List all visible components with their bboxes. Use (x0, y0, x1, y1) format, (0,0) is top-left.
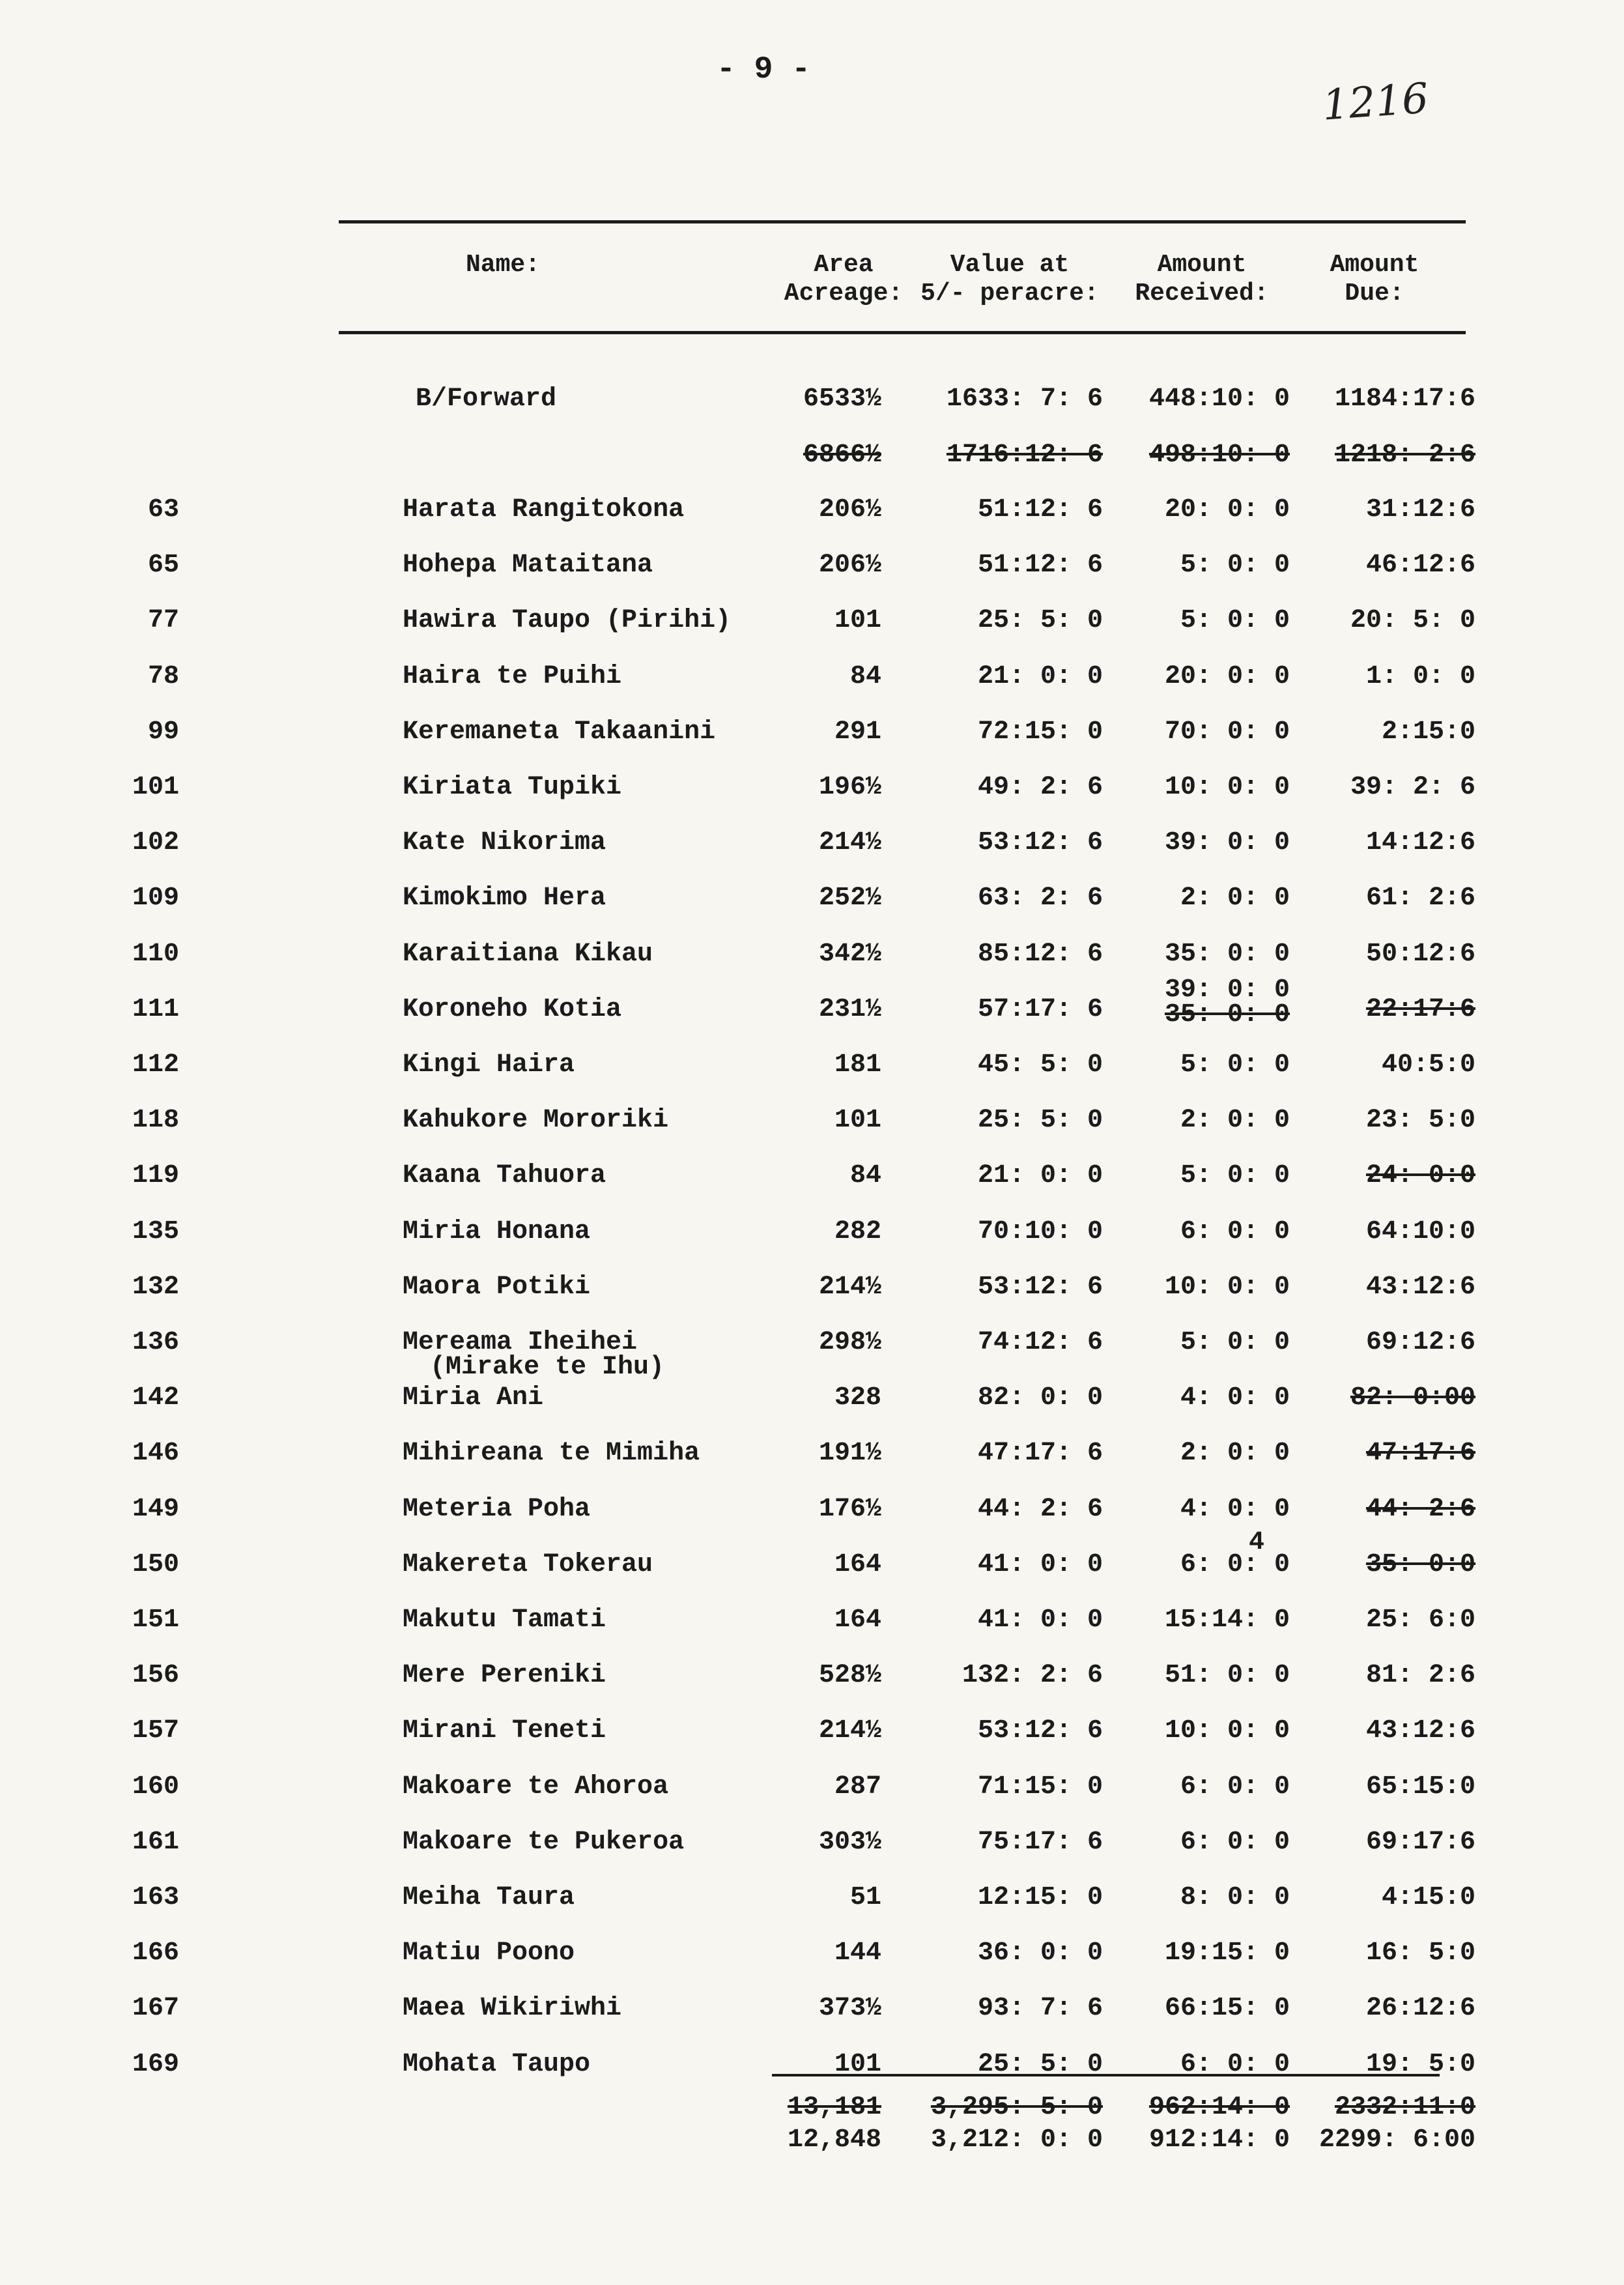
row-due: 65:15:0 (1365, 1772, 1475, 1802)
table-row (0, 495, 1624, 534)
table-row (0, 1495, 1624, 1534)
row-number: 136 (132, 1328, 179, 1357)
row-received: 19:15: 0 (1164, 1938, 1290, 1968)
row-area: 101 (834, 1106, 881, 1135)
table-row (0, 1383, 1624, 1422)
table-row (0, 2050, 1624, 2089)
row-name: Haira te Puihi (403, 662, 622, 691)
row-name: Hawira Taupo (Pirihi) (403, 606, 732, 635)
row-due: 19: 5:0 (1365, 2050, 1475, 2079)
row-area: 84 (849, 662, 881, 691)
row-received: 66:15: 0 (1164, 1994, 1290, 2023)
total-due: 2299: 6:00 (1318, 2125, 1475, 2155)
table-row (0, 1883, 1624, 1922)
row-due: 14:12:6 (1365, 828, 1475, 857)
row-value: 25: 5: 0 (977, 2050, 1103, 2079)
row-area: 287 (834, 1772, 881, 1802)
row-name: Makereta Tokerau (403, 1550, 653, 1579)
struck-received: 498:10: 0 (1148, 440, 1290, 470)
row-number: 166 (132, 1938, 179, 1968)
row-area: 298½ (818, 1328, 881, 1357)
row-due-struck: 22:17:6 (1365, 995, 1475, 1024)
row-due-struck: 47:17:6 (1365, 1439, 1475, 1468)
row-area: 282 (834, 1217, 881, 1246)
row-name: Makoare te Ahoroa (403, 1772, 669, 1802)
row-due-struck: 44: 2:6 (1365, 1495, 1475, 1524)
row-name: Mohata Taupo (403, 2050, 591, 2079)
row-name: Matiu Poono (403, 1938, 575, 1968)
row-number: 118 (132, 1106, 179, 1135)
row-due: 4:15:0 (1381, 1883, 1475, 1912)
row-value: 93: 7: 6 (977, 1994, 1103, 2023)
row-number: 160 (132, 1772, 179, 1802)
row-received: 6: 0: 0 (1180, 1550, 1290, 1579)
row-number: 156 (132, 1661, 179, 1690)
row-due: 23: 5:0 (1365, 1106, 1475, 1135)
total-value: 3,212: 0: 0 (930, 2125, 1103, 2155)
row-area: 176½ (818, 1495, 881, 1524)
header-area: Area Acreage: (784, 251, 904, 308)
struck-total-received: 962:14: 0 (1148, 2093, 1290, 2122)
row-number: 102 (132, 828, 179, 857)
row-due: 2:15:0 (1381, 717, 1475, 747)
row-value: 57:17: 6 (977, 995, 1103, 1024)
row-area: 164 (834, 1605, 881, 1635)
row-name: Kimokimo Hera (403, 884, 606, 913)
struck-total-area: 13,181 (787, 2093, 881, 2122)
row-value: 25: 5: 0 (977, 1106, 1103, 1135)
row-area: 144 (834, 1938, 881, 1968)
bf-value: 1633: 7: 6 (946, 384, 1103, 414)
row-name: Maora Potiki (403, 1272, 591, 1302)
row-area: 206½ (818, 495, 881, 525)
row-received: 5: 0: 0 (1180, 551, 1290, 580)
row-area: 528½ (818, 1661, 881, 1690)
header-due: Amount Due: (1330, 251, 1419, 308)
row-name: Makutu Tamati (403, 1605, 606, 1635)
row-received: 5: 0: 0 (1180, 1050, 1290, 1080)
row-received: 2: 0: 0 (1180, 1439, 1290, 1468)
row-area: 214½ (818, 828, 881, 857)
row-due: 20: 5: 0 (1350, 606, 1475, 635)
table-row (0, 975, 1624, 1034)
brought-forward-row (0, 384, 1624, 424)
row-value: 75:17: 6 (977, 1828, 1103, 1857)
struck-forward-row (0, 440, 1624, 480)
bf-due: 1184:17:6 (1334, 384, 1475, 414)
row-name: Hohepa Mataitana (403, 551, 653, 580)
row-value: 21: 0: 0 (977, 662, 1103, 691)
row-received: 2: 0: 0 (1180, 884, 1290, 913)
row-value: 85:12: 6 (977, 940, 1103, 969)
row-name: Kahukore Mororiki (403, 1106, 669, 1135)
struck-total-value: 3,295: 5: 0 (930, 2093, 1103, 2122)
row-area: 214½ (818, 1272, 881, 1302)
row-number: 78 (147, 662, 179, 691)
row-area: 84 (849, 1161, 881, 1190)
row-name: Meiha Taura (403, 1883, 575, 1912)
row-value: 21: 0: 0 (977, 1161, 1103, 1190)
row-name: Mereama Iheihei (403, 1328, 638, 1357)
header-name: Name: (466, 251, 541, 279)
row-due: 40:5:0 (1381, 1050, 1475, 1080)
row-value: 44: 2: 6 (977, 1495, 1103, 1524)
row-name: Makoare te Pukeroa (403, 1828, 685, 1857)
row-due: 69:17:6 (1365, 1828, 1475, 1857)
row-number: 146 (132, 1439, 179, 1468)
row-due-struck: 82: 0:00 (1350, 1383, 1475, 1413)
row-received: 6: 0: 0 (1180, 1217, 1290, 1246)
table-row (0, 1828, 1624, 1867)
table-row (0, 1161, 1624, 1200)
row-name: Miria Ani (403, 1383, 544, 1413)
row-number: 163 (132, 1883, 179, 1912)
row-received: 20: 0: 0 (1164, 495, 1290, 525)
row-area: 164 (834, 1550, 881, 1579)
row-number: 65 (147, 551, 179, 580)
table-row (0, 773, 1624, 812)
row-number: 151 (132, 1605, 179, 1635)
table-row (0, 1439, 1624, 1478)
row-due: 81: 2:6 (1365, 1661, 1475, 1690)
row-due: 46:12:6 (1365, 551, 1475, 580)
row-received: 39: 0: 0 (1164, 828, 1290, 857)
row-name: Maea Wikiriwhi (403, 1994, 622, 2023)
table-row (0, 1772, 1624, 1811)
row-received: 70: 0: 0 (1164, 717, 1290, 747)
row-name: Mere Pereniki (403, 1661, 606, 1690)
table-row (0, 1716, 1624, 1755)
row-name: Miria Honana (403, 1217, 591, 1246)
row-name: Karaitiana Kikau (403, 940, 653, 969)
table-row (0, 551, 1624, 590)
top-rule (339, 220, 1466, 223)
row-due: 43:12:6 (1365, 1716, 1475, 1746)
row-area: 51 (849, 1883, 881, 1912)
row-name: Mihireana te Mimiha (403, 1439, 700, 1468)
row-received: 8: 0: 0 (1180, 1883, 1290, 1912)
row-area: 191½ (818, 1439, 881, 1468)
row-received: 5: 0: 0 (1180, 1328, 1290, 1357)
row-value: 51:12: 6 (977, 551, 1103, 580)
page-number: - 9 - (717, 52, 811, 87)
bf-area: 6533½ (803, 384, 881, 414)
row-number: 101 (132, 773, 179, 802)
row-value: 51:12: 6 (977, 495, 1103, 525)
row-due: 69:12:6 (1365, 1328, 1475, 1357)
row-value: 47:17: 6 (977, 1439, 1103, 1468)
row-value: 36: 0: 0 (977, 1938, 1103, 1968)
row-value: 53:12: 6 (977, 828, 1103, 857)
table-row (0, 940, 1624, 979)
row-due: 26:12:6 (1365, 1994, 1475, 2023)
row-due: 39: 2: 6 (1350, 773, 1475, 802)
row-name: Kaana Tahuora (403, 1161, 606, 1190)
row-value: 12:15: 0 (977, 1883, 1103, 1912)
bf-received: 448:10: 0 (1148, 384, 1290, 414)
row-name: Harata Rangitokona (403, 495, 685, 525)
total-area: 12,848 (787, 2125, 881, 2155)
row-area: 328 (834, 1383, 881, 1413)
struck-area: 6866½ (803, 440, 881, 470)
row-name: Kingi Haira (403, 1050, 575, 1080)
row-received: 51: 0: 0 (1164, 1661, 1290, 1690)
row-received: 5: 0: 0 (1180, 606, 1290, 635)
row-received: 10: 0: 0 (1164, 1716, 1290, 1746)
row-value: 53:12: 6 (977, 1716, 1103, 1746)
row-received: 35: 0: 0 (1164, 940, 1290, 969)
row-received: 10: 0: 0 (1164, 773, 1290, 802)
row-value: 25: 5: 0 (977, 606, 1103, 635)
table-row (0, 828, 1624, 867)
row-value: 41: 0: 0 (977, 1605, 1103, 1635)
row-area: 373½ (818, 1994, 881, 2023)
row-area: 101 (834, 606, 881, 635)
row-due: 16: 5:0 (1365, 1938, 1475, 1968)
table-row (0, 1328, 1624, 1382)
row-value: 41: 0: 0 (977, 1550, 1103, 1579)
row-area: 342½ (818, 940, 881, 969)
row-due: 61: 2:6 (1365, 884, 1475, 913)
row-number: 150 (132, 1550, 179, 1579)
row-due: 43:12:6 (1365, 1272, 1475, 1302)
row-received-correction: 4 (1248, 1528, 1264, 1557)
row-received: 20: 0: 0 (1164, 662, 1290, 691)
table-row (0, 1217, 1624, 1256)
row-area: 231½ (818, 995, 881, 1024)
table-row (0, 1528, 1624, 1589)
table-row (0, 1605, 1624, 1645)
table-row (0, 1994, 1624, 2033)
header-rule (339, 331, 1466, 334)
row-value: 49: 2: 6 (977, 773, 1103, 802)
row-received: 2: 0: 0 (1180, 1106, 1290, 1135)
row-received: 4: 0: 0 (1180, 1495, 1290, 1524)
row-value: 63: 2: 6 (977, 884, 1103, 913)
table-row (0, 1938, 1624, 1977)
row-value: 53:12: 6 (977, 1272, 1103, 1302)
row-received: 4: 0: 0 (1180, 1383, 1290, 1413)
row-received: 10: 0: 0 (1164, 1272, 1290, 1302)
row-number: 142 (132, 1383, 179, 1413)
row-value: 132: 2: 6 (962, 1661, 1103, 1690)
row-number: 110 (132, 940, 179, 969)
header-value: Value at 5/- peracre: (920, 251, 1099, 308)
row-area: 214½ (818, 1716, 881, 1746)
row-area: 206½ (818, 551, 881, 580)
row-value: 70:10: 0 (977, 1217, 1103, 1246)
row-area: 291 (834, 717, 881, 747)
row-area: 303½ (818, 1828, 881, 1857)
row-value: 71:15: 0 (977, 1772, 1103, 1802)
row-number: 157 (132, 1716, 179, 1746)
row-area: 101 (834, 2050, 881, 2079)
bf-label: B/Forward (416, 384, 557, 414)
row-area: 196½ (818, 773, 881, 802)
row-name: Mirani Teneti (403, 1716, 606, 1746)
row-name: Meteria Poha (403, 1495, 591, 1524)
row-name: Kate Nikorima (403, 828, 606, 857)
row-name-continued: (Mirake te Ihu) (430, 1353, 665, 1382)
row-due: 25: 6:0 (1365, 1605, 1475, 1635)
table-row (0, 1272, 1624, 1312)
row-value: 74:12: 6 (977, 1328, 1103, 1357)
table-row (0, 1050, 1624, 1089)
total-rule (772, 2074, 1440, 2077)
row-received: 6: 0: 0 (1180, 1772, 1290, 1802)
row-received: 6: 0: 0 (1180, 1828, 1290, 1857)
row-name: Koroneho Kotia (403, 995, 622, 1024)
row-area: 252½ (818, 884, 881, 913)
row-name: Kiriata Tupiki (403, 773, 622, 802)
row-due-struck: 24: 0:0 (1365, 1161, 1475, 1190)
row-value: 82: 0: 0 (977, 1383, 1103, 1413)
row-received-struck: 35: 0: 0 (1164, 1000, 1290, 1029)
table-row (0, 884, 1624, 923)
header-received: Amount Received: (1135, 251, 1269, 308)
row-number: 109 (132, 884, 179, 913)
row-number: 77 (147, 606, 179, 635)
struck-total-due: 2332:11:0 (1334, 2093, 1475, 2122)
total-received: 912:14: 0 (1148, 2125, 1290, 2155)
row-number: 135 (132, 1217, 179, 1246)
row-received: 6: 0: 0 (1180, 2050, 1290, 2079)
struck-value: 1716:12: 6 (946, 440, 1103, 470)
row-value: 45: 5: 0 (977, 1050, 1103, 1080)
row-number: 149 (132, 1495, 179, 1524)
table-row (0, 662, 1624, 701)
row-name: Keremaneta Takaanini (403, 717, 716, 747)
table-row (0, 1661, 1624, 1700)
struck-due: 1218: 2:6 (1334, 440, 1475, 470)
row-number: 169 (132, 2050, 179, 2079)
row-received: 5: 0: 0 (1180, 1161, 1290, 1190)
handwritten-annotation: 1216 (1320, 74, 1431, 130)
row-area: 181 (834, 1050, 881, 1080)
row-received: 15:14: 0 (1164, 1605, 1290, 1635)
row-number: 119 (132, 1161, 179, 1190)
row-number: 99 (147, 717, 179, 747)
row-due: 31:12:6 (1365, 495, 1475, 525)
table-row (0, 1106, 1624, 1145)
row-number: 161 (132, 1828, 179, 1857)
row-due: 64:10:0 (1365, 1217, 1475, 1246)
row-number: 63 (147, 495, 179, 525)
totals-row (0, 2125, 1624, 2164)
row-number: 167 (132, 1994, 179, 2023)
row-due: 50:12:6 (1365, 940, 1475, 969)
row-due: 1: 0: 0 (1365, 662, 1475, 691)
row-number: 111 (132, 995, 179, 1024)
row-received-added: 39: 0: 0 (1164, 975, 1290, 1005)
table-row (0, 717, 1624, 756)
table-row (0, 606, 1624, 645)
row-number: 132 (132, 1272, 179, 1302)
row-value: 72:15: 0 (977, 717, 1103, 747)
row-due-struck: 35: 0:0 (1365, 1550, 1475, 1579)
row-number: 112 (132, 1050, 179, 1080)
